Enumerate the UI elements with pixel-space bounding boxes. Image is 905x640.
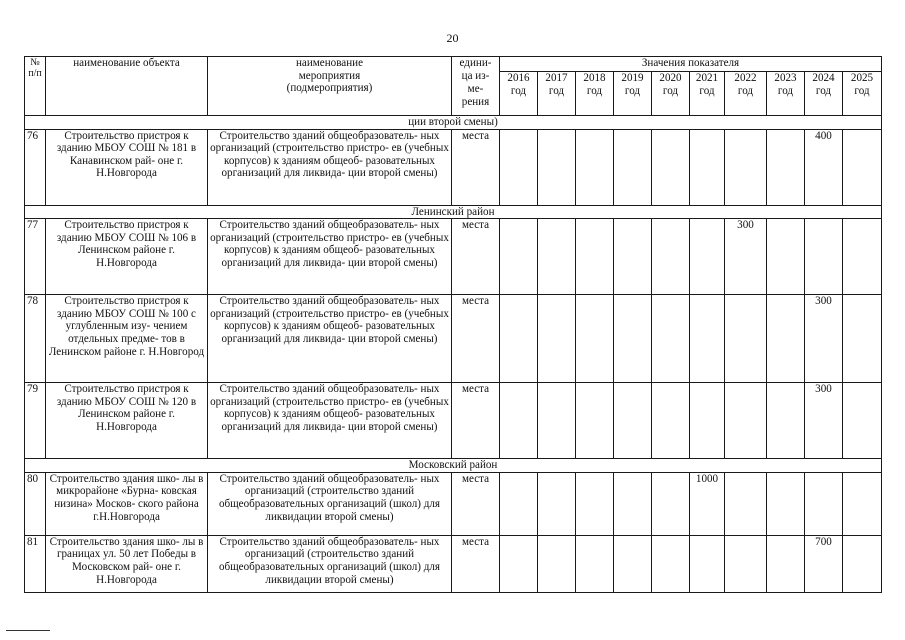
row-object: Строительство здания шко- лы в границах ул. 50 лет Победы в Московском рай- оне г. Н.Новгорода (46, 535, 208, 592)
row-value-2024: 300 (805, 295, 843, 383)
row-value-2020 (652, 129, 690, 205)
row-value-2016 (500, 219, 538, 295)
row-value-2018 (576, 129, 614, 205)
header-year-2021: 2021 год (690, 72, 725, 116)
row-value-2018 (576, 472, 614, 535)
row-value-2021 (690, 129, 725, 205)
row-value-2020 (652, 383, 690, 459)
row-value-2016 (500, 383, 538, 459)
row-value-2023 (767, 472, 805, 535)
row-value-2019 (614, 219, 652, 295)
row-activity: Строительство зданий общеобразователь- ных организаций (строительство пристро- ев (учебных корпусов) к зданиям общеоб- разовательных организаций для ликвида- ции второй смены) (208, 383, 452, 459)
row-value-2024: 300 (805, 383, 843, 459)
row-value-2024: 700 (805, 535, 843, 592)
row-num: 77 (25, 219, 46, 295)
table-row (25, 295, 882, 383)
row-unit: места (452, 472, 500, 535)
row-value-2021 (690, 383, 725, 459)
table-row (25, 472, 882, 535)
row-value-2025 (843, 472, 882, 535)
row-value-2022 (725, 383, 767, 459)
row-unit: места (452, 295, 500, 383)
header-year-2018: 2018 год (576, 72, 614, 116)
row-value-2016 (500, 472, 538, 535)
row-value-2022: 300 (725, 219, 767, 295)
row-value-2017 (538, 295, 576, 383)
row-value-2023 (767, 383, 805, 459)
row-value-2022 (725, 535, 767, 592)
row-value-2017 (538, 383, 576, 459)
header-num: № п/п (25, 57, 46, 116)
header-year-2022: 2022 год (725, 72, 767, 116)
header-year-2025: 2025 год (843, 72, 882, 116)
row-activity: Строительство зданий общеобразователь- ных организаций (строительство пристро- ев (учебных корпусов) к зданиям общеоб- разовательных организаций для ликвида- ции второй смены) (208, 219, 452, 295)
row-activity: Строительство зданий общеобразователь- ных организаций (строительство пристро- ев (учебных корпусов) к зданиям общеоб- разовательных организаций для ликвида- ции второй смены) (208, 295, 452, 383)
row-value-2023 (767, 219, 805, 295)
row-activity: Строительство зданий общеобразователь- ных организаций (строительство пристро- ев (учебных корпусов) к зданиям общеоб- разовательных организаций для ликвида- ции второй смены) (208, 129, 452, 205)
row-value-2022 (725, 295, 767, 383)
header-year-2023: 2023 год (767, 72, 805, 116)
section-row (25, 459, 882, 473)
row-value-2016 (500, 295, 538, 383)
row-value-2022 (725, 129, 767, 205)
row-value-2021 (690, 295, 725, 383)
row-num: 81 (25, 535, 46, 592)
row-value-2023 (767, 129, 805, 205)
row-value-2017 (538, 219, 576, 295)
row-value-2020 (652, 219, 690, 295)
row-value-2020 (652, 295, 690, 383)
row-value-2019 (614, 472, 652, 535)
continuation-text: ции второй смены) (25, 116, 882, 130)
section-row (25, 205, 882, 219)
section-leninsky: Ленинский район (25, 205, 882, 219)
row-num: 79 (25, 383, 46, 459)
row-value-2024 (805, 472, 843, 535)
row-value-2025 (843, 383, 882, 459)
row-value-2016 (500, 535, 538, 592)
row-value-2016 (500, 129, 538, 205)
indicators-table (24, 56, 882, 593)
table-row (25, 383, 882, 459)
row-value-2020 (652, 472, 690, 535)
page-number: 20 (446, 31, 459, 45)
row-value-2025 (843, 129, 882, 205)
row-value-2025 (843, 535, 882, 592)
row-num: 76 (25, 129, 46, 205)
section-moskovsky: Московский район (25, 459, 882, 473)
row-value-2018 (576, 535, 614, 592)
row-value-2025 (843, 219, 882, 295)
row-object: Строительство пристроя к зданию МБОУ СОШ № 106 в Ленинском районе г. Н.Новгорода (46, 219, 208, 295)
row-value-2018 (576, 383, 614, 459)
row-num: 78 (25, 295, 46, 383)
continuation-row (25, 116, 882, 130)
row-value-2022 (725, 472, 767, 535)
row-unit: места (452, 129, 500, 205)
row-object: Строительство здания шко- лы в микрорайоне «Бурна- ковская низина» Москов- ского района г.Н.Новгорода (46, 472, 208, 535)
row-value-2019 (614, 129, 652, 205)
header-values-title: Значения показателя (500, 57, 882, 72)
header-object: наименование объекта (46, 57, 208, 116)
header-year-2016: 2016 год (500, 72, 538, 116)
table-row (25, 219, 882, 295)
header-unit: едини- ца из- ме- рения (452, 57, 500, 116)
row-value-2019 (614, 383, 652, 459)
row-value-2017 (538, 129, 576, 205)
row-value-2019 (614, 535, 652, 592)
row-activity: Строительство зданий общеобразователь- ных организаций (строительство зданий общеобразовательных организаций (школ) для ликвидации второй смены) (208, 535, 452, 592)
row-value-2021 (690, 535, 725, 592)
row-object: Строительство пристроя к зданию МБОУ СОШ № 181 в Канавинском рай- оне г. Н.Новгорода (46, 129, 208, 205)
table-row (25, 129, 882, 205)
row-value-2017 (538, 535, 576, 592)
header-activity: наименование мероприятия (подмероприятия) (208, 57, 452, 116)
header-year-2017: 2017 год (538, 72, 576, 116)
row-unit: места (452, 535, 500, 592)
header-year-2020: 2020 год (652, 72, 690, 116)
row-value-2017 (538, 472, 576, 535)
row-value-2020 (652, 535, 690, 592)
row-value-2023 (767, 535, 805, 592)
table-row (25, 535, 882, 592)
row-value-2021: 1000 (690, 472, 725, 535)
row-object: Строительство пристроя к зданию МБОУ СОШ № 100 с углубленным изу- чением отдельных предме- тов в Ленинском районе г. Н.Новгород (46, 295, 208, 383)
row-activity: Строительство зданий общеобразователь- ных организаций (строительство зданий общеобразовательных организаций (школ) для ликвидации второй смены) (208, 472, 452, 535)
row-value-2019 (614, 295, 652, 383)
header-row (25, 57, 882, 72)
row-value-2018 (576, 219, 614, 295)
row-object: Строительство пристроя к зданию МБОУ СОШ № 120 в Ленинском районе г. Н.Новгорода (46, 383, 208, 459)
header-year-2024: 2024 год (805, 72, 843, 116)
header-year-2019: 2019 год (614, 72, 652, 116)
footnote-separator (6, 630, 50, 631)
row-value-2023 (767, 295, 805, 383)
row-value-2018 (576, 295, 614, 383)
row-unit: места (452, 383, 500, 459)
row-unit: места (452, 219, 500, 295)
row-value-2021 (690, 219, 725, 295)
row-value-2024 (805, 219, 843, 295)
row-value-2025 (843, 295, 882, 383)
row-num: 80 (25, 472, 46, 535)
row-value-2024: 400 (805, 129, 843, 205)
